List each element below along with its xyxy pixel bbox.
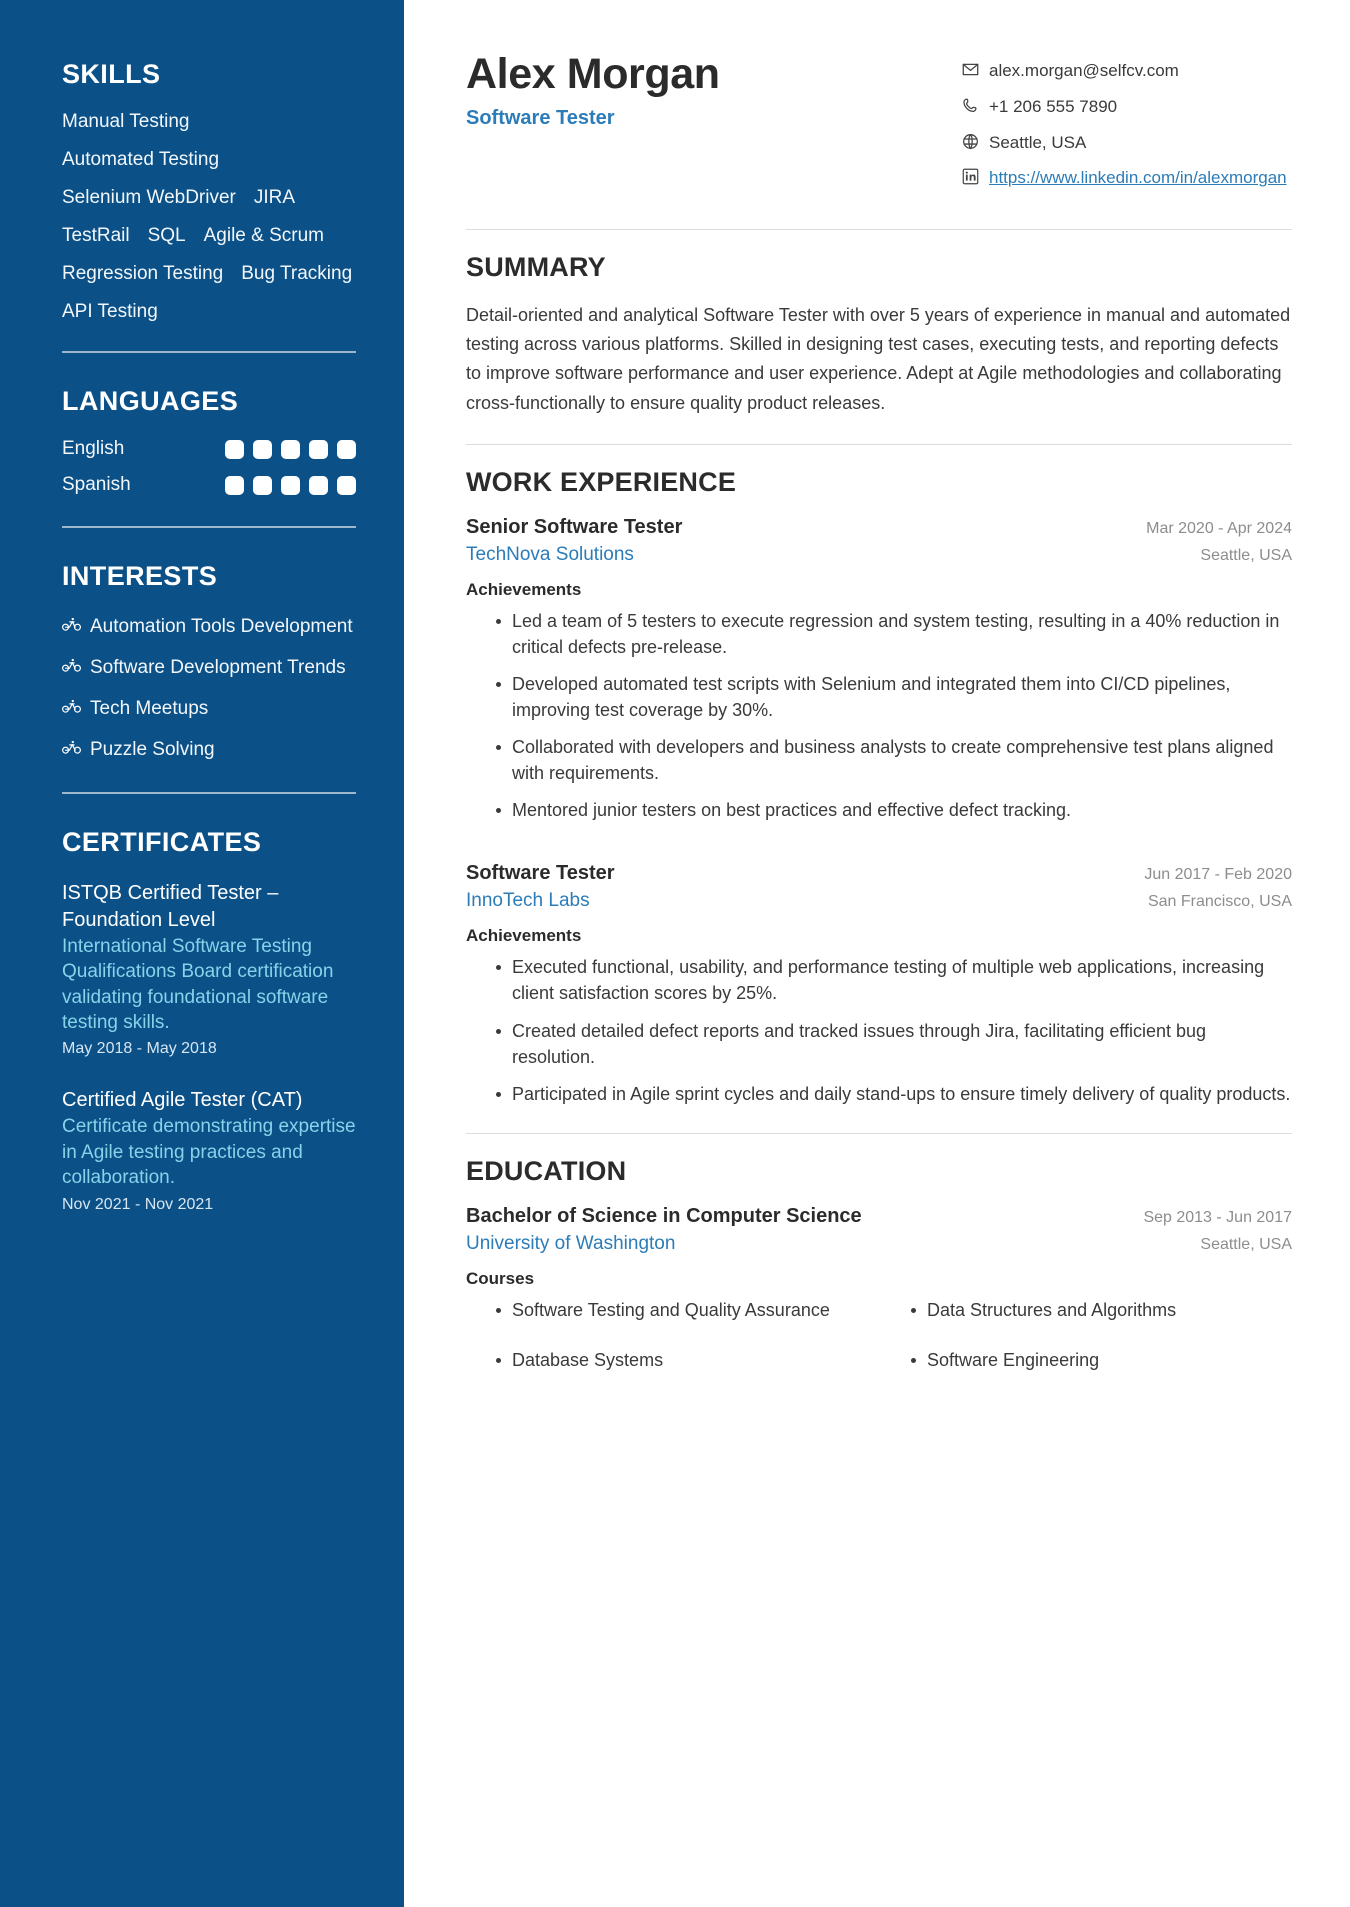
certificates-section [62, 828, 356, 1216]
skill-item: API Testing [62, 300, 158, 322]
language-level-square [309, 440, 328, 459]
work-entry-location: Seattle, USA [1200, 546, 1292, 564]
section-divider-summary [466, 229, 1292, 230]
skill-item: SQL [147, 224, 186, 246]
work-entry-organization: TechNova Solutions [466, 543, 634, 565]
skill-item: Bug Tracking [241, 262, 353, 284]
skill-item: Selenium WebDriver [62, 186, 236, 208]
interest-item [62, 655, 356, 680]
work-entry-header [466, 516, 1292, 539]
skill-item: Regression Testing [62, 262, 224, 284]
achievement-item: Created detailed defect reports and tracked issues through Jira, facilitating efficient bug resolution. [496, 1018, 1292, 1070]
skill-item: Manual Testing [62, 110, 190, 132]
work-entry [466, 516, 1292, 857]
certificate-item [62, 880, 356, 1061]
skill-item: Agile & Scrum [203, 224, 324, 246]
summary-text: Detail-oriented and analytical Software Tester with over 5 years of experience in manual and automated testing across various platforms. Skilled in designing test cases, executing tests, and reporting defects to improve software performance and user experience. Adept at Agile methodologies and collaborating cross-functionally to ensure quality product releases. [466, 305, 1291, 413]
course-item: Software Engineering [911, 1347, 1292, 1373]
interest-label: Software Development Trends [90, 657, 346, 679]
certificate-date: May 2018 - May 2018 [62, 1040, 217, 1058]
work-entry-date: Mar 2020 - Apr 2024 [1146, 519, 1292, 537]
interests-heading: INTERESTS [62, 561, 218, 592]
achievements-label: Achievements [466, 926, 582, 946]
skill-row [62, 188, 356, 207]
language-level-square [337, 476, 356, 495]
achievements-label: Achievements [466, 579, 582, 599]
certificate-item [62, 1087, 356, 1216]
bicycle-icon [62, 740, 81, 759]
achievement-list [466, 954, 1292, 1106]
skills-list [62, 112, 356, 321]
language-level-square [337, 440, 356, 459]
main-content [404, 0, 1350, 1907]
linkedin-icon [962, 168, 979, 192]
course-item: Database Systems [496, 1347, 877, 1373]
education-entry-header [466, 1205, 1292, 1228]
education-entry-list [466, 1205, 1292, 1397]
skill-row [62, 302, 356, 321]
achievement-item: Led a team of 5 testers to execute regression and system testing, resulting in a 40% reduction in critical defects pre-release. [496, 608, 1292, 660]
skill-row [62, 150, 356, 169]
skill-item: TestRail [62, 224, 130, 246]
achievement-item: Participated in Agile sprint cycles and daily stand-ups to ensure timely delivery of quality products. [496, 1081, 1292, 1107]
skills-section [62, 60, 356, 321]
languages-section [62, 387, 356, 497]
interest-label: Tech Meetups [90, 698, 209, 720]
work-entry-subheader [466, 544, 1292, 566]
language-level-square [253, 476, 272, 495]
languages-heading: LANGUAGES [62, 385, 239, 416]
language-level-square [309, 476, 328, 495]
interests-section [62, 562, 356, 762]
education-entry-subheader [466, 1233, 1292, 1255]
phone-icon [962, 97, 979, 121]
interests-list [62, 614, 356, 762]
job-role: Software Tester [466, 107, 615, 130]
work-entry [466, 862, 1292, 1106]
contact-item[interactable] [962, 167, 1292, 192]
contact-text[interactable]: https://www.linkedin.com/in/alexmorgan [989, 168, 1287, 188]
achievement-item: Collaborated with developers and business analysts to create comprehensive test plans aligned with requirements. [496, 734, 1292, 786]
interest-label: Automation Tools Development [90, 616, 353, 638]
contact-text: Seattle, USA [989, 132, 1087, 152]
interest-item [62, 696, 356, 721]
certificates-list [62, 880, 356, 1217]
sidebar [0, 0, 404, 1907]
skills-heading: SKILLS [62, 59, 161, 89]
education-section [466, 1156, 1292, 1397]
contact-item [962, 96, 1292, 121]
entry-spacer [466, 834, 1292, 856]
language-name: English [62, 438, 125, 460]
course-item: Software Testing and Quality Assurance [496, 1297, 877, 1323]
work-entry-list [466, 516, 1292, 1107]
education-entry-organization: University of Washington [466, 1232, 676, 1254]
courses-label: Courses [466, 1268, 535, 1288]
work-entry-title: Software Tester [466, 862, 615, 885]
education-entry [466, 1205, 1292, 1397]
language-name: Spanish [62, 474, 131, 496]
identity-block [466, 52, 720, 130]
achievement-list [466, 608, 1292, 824]
language-level-meter [225, 476, 356, 495]
summary-heading: SUMMARY [466, 252, 606, 283]
contact-item [962, 60, 1292, 85]
language-level-square [225, 440, 244, 459]
sidebar-divider-3 [62, 792, 356, 794]
work-entry-organization: InnoTech Labs [466, 890, 590, 912]
contact-list [962, 52, 1292, 203]
interest-item [62, 614, 356, 639]
skill-row [62, 226, 356, 245]
achievement-item: Mentored junior testers on best practices and effective defect tracking. [496, 797, 1292, 823]
education-heading: EDUCATION [466, 1155, 627, 1186]
work-entry-date: Jun 2017 - Feb 2020 [1144, 866, 1292, 884]
work-entry-subheader [466, 890, 1292, 912]
work-entry-title: Senior Software Tester [466, 515, 683, 538]
interest-label: Puzzle Solving [90, 739, 215, 761]
skill-item: Automated Testing [62, 148, 220, 170]
language-level-meter [225, 440, 356, 459]
work-experience-heading: WORK EXPERIENCE [466, 466, 737, 497]
certificate-description: Certificate demonstrating expertise in Agile testing practices and collaboration. [62, 1116, 356, 1189]
language-level-square [253, 440, 272, 459]
work-entry-header [466, 862, 1292, 885]
bicycle-icon [62, 658, 81, 677]
education-entry-location: Seattle, USA [1200, 1235, 1292, 1253]
sidebar-divider-2 [62, 526, 356, 528]
skill-row [62, 112, 356, 131]
achievement-item: Executed functional, usability, and performance testing of multiple web applications, increasing client satisfaction scores by 25%. [496, 954, 1292, 1006]
language-level-square [281, 440, 300, 459]
course-item: Data Structures and Algorithms [911, 1297, 1292, 1323]
education-entry-title: Bachelor of Science in Computer Science [466, 1204, 862, 1227]
languages-list [62, 438, 356, 496]
education-entry-date: Sep 2013 - Jun 2017 [1143, 1208, 1292, 1226]
sidebar-divider-1 [62, 351, 356, 353]
work-entry-location: San Francisco, USA [1147, 893, 1292, 911]
course-list [466, 1297, 1292, 1397]
certificate-title: ISTQB Certified Tester – Foundation Level [62, 882, 279, 931]
section-divider-education [466, 1133, 1292, 1134]
work-experience-section [466, 467, 1292, 1107]
skill-item: JIRA [253, 186, 296, 208]
bicycle-icon [62, 699, 81, 718]
contact-item [962, 132, 1292, 157]
certificate-description: International Software Testing Qualifications Board certification validating foundational software testing skills. [62, 935, 334, 1034]
envelope-icon [962, 61, 979, 85]
certificate-date: Nov 2021 - Nov 2021 [62, 1195, 214, 1213]
language-level-square [281, 476, 300, 495]
language-row [62, 438, 356, 460]
certificate-title: Certified Agile Tester (CAT) [62, 1089, 303, 1112]
interest-item [62, 737, 356, 762]
section-divider-work [466, 444, 1292, 445]
certificates-heading: CERTIFICATES [62, 827, 262, 858]
skill-row [62, 264, 356, 283]
achievement-item: Developed automated test scripts with Selenium and integrated them into CI/CD pipelines, improving test coverage by 30%. [496, 671, 1292, 723]
language-level-square [225, 476, 244, 495]
header [466, 52, 1292, 203]
page-title: Alex Morgan [466, 50, 720, 98]
summary-section [466, 252, 1292, 418]
language-row [62, 474, 356, 496]
globe-pin-icon [962, 133, 979, 157]
contact-text: alex.morgan@selfcv.com [989, 61, 1179, 80]
contact-text: +1 206 555 7890 [989, 96, 1118, 116]
bicycle-icon [62, 617, 81, 636]
